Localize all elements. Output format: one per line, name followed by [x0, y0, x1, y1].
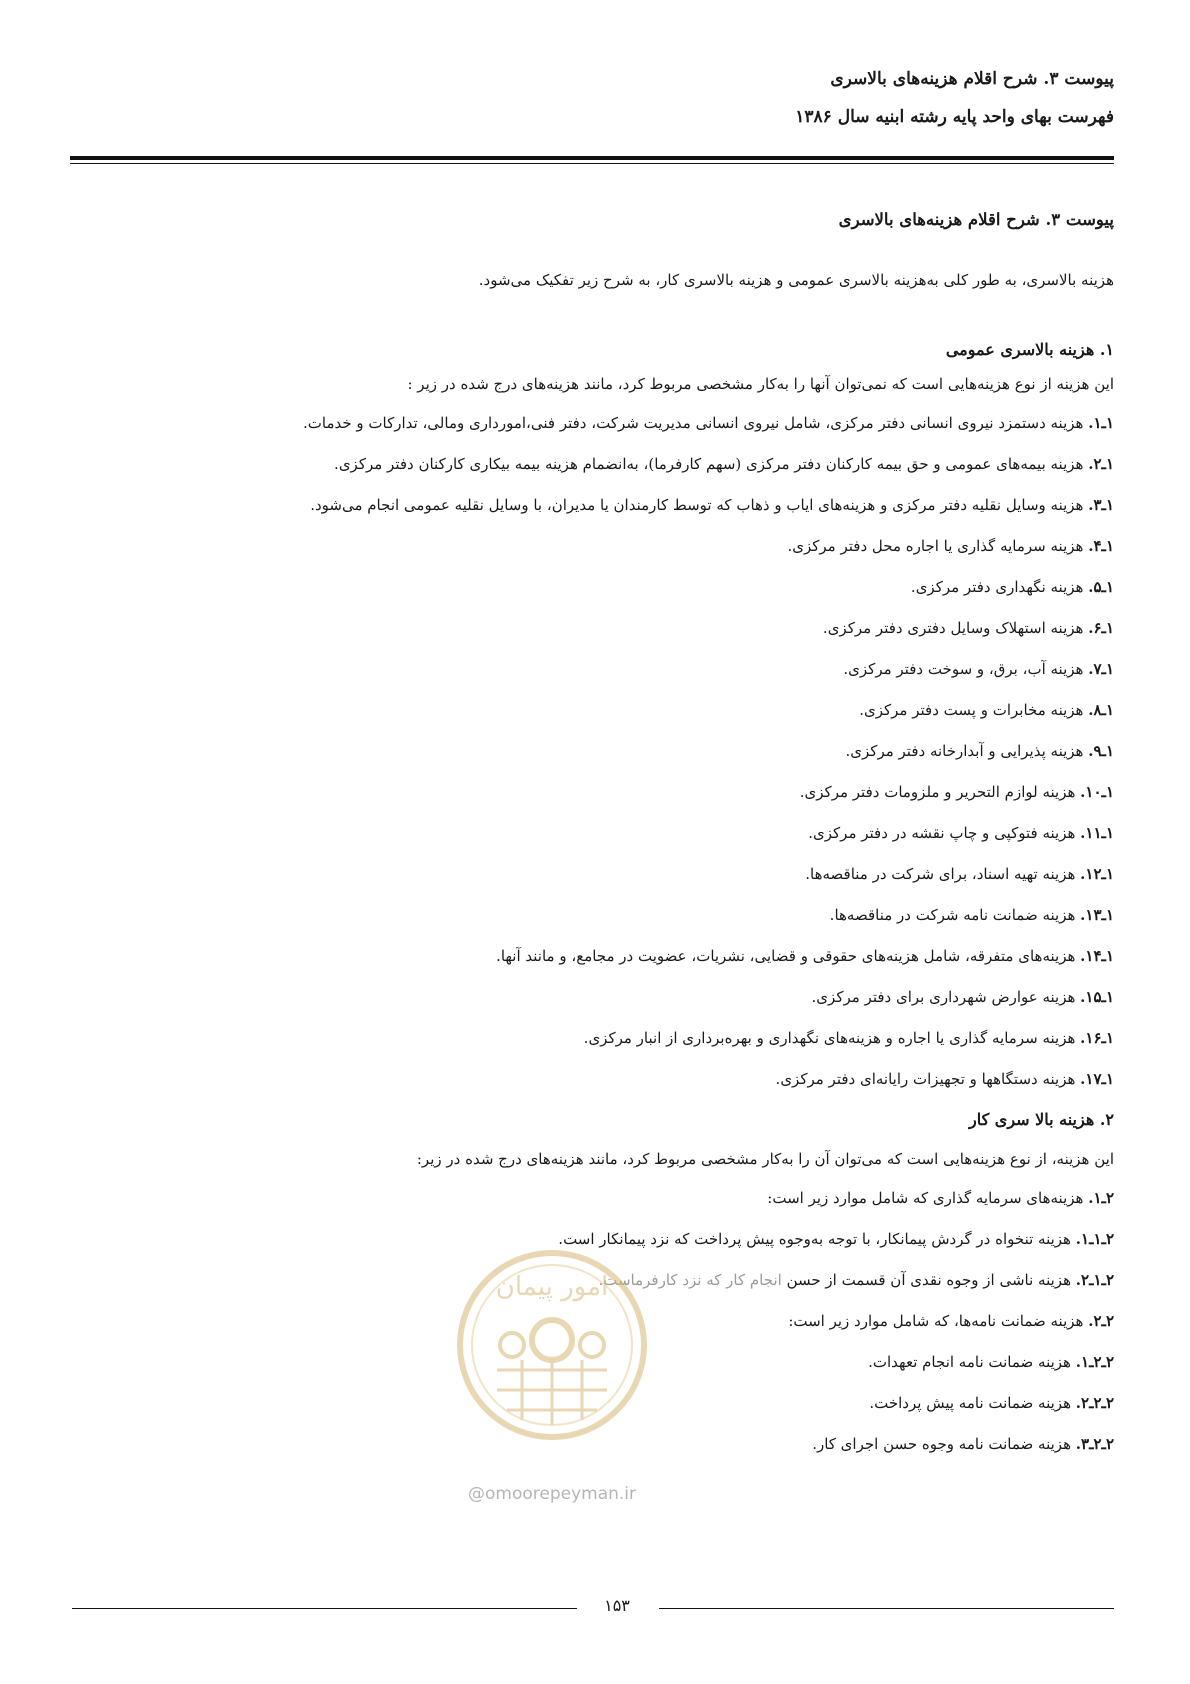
- item-text: هزینه ناشی از وجوه نقدی آن قسمت از حسن: [786, 1271, 1071, 1289]
- item-number: ۲ـ۱.: [1088, 1189, 1114, 1207]
- list-item: [64, 1342, 1114, 1383]
- project-overhead-heading: ۲. هزینه بالا سری کار: [969, 1110, 1114, 1129]
- page-number: ۱۵۳: [604, 1596, 630, 1615]
- item-number: ۱ـ۱۴.: [1080, 947, 1114, 965]
- header-subtitle: فهرست بهای واحد پایه رشته ابنیه سال ۱۳۸۶: [795, 107, 1114, 127]
- item-number: ۱ـ۷.: [1088, 660, 1114, 678]
- item-text: هزینه فتوکپی و چاپ نقشه در دفتر مرکزی.: [808, 824, 1076, 842]
- list-item: [64, 485, 1114, 526]
- header-rule-thick: [70, 156, 1114, 160]
- list-item: [64, 608, 1114, 649]
- item-text: هزینه سرمایه گذاری یا اجاره و هزینه‌های نگهداری و بهره‌برداری از انبار مرکزی.: [583, 1029, 1076, 1047]
- list-item: [64, 1301, 1114, 1342]
- item-number: ۱ـ۱۳.: [1080, 906, 1114, 924]
- project-overhead-description: این هزینه، از نوع هزینه‌هایی است که می‌توان آن را به‌کار مشخصی مربوط کرد، مانند هزینه‌های درج شده در زیر:: [416, 1150, 1114, 1168]
- item-text: هزینه مخابرات و پست دفتر مرکزی.: [859, 701, 1084, 719]
- list-item: [64, 731, 1114, 772]
- list-item: [64, 936, 1114, 977]
- footer-rule-left: [72, 1608, 577, 1609]
- list-item: [64, 1059, 1114, 1100]
- list-item: [64, 854, 1114, 895]
- list-item: [64, 444, 1114, 485]
- item-text: هزینه وسایل نقلیه دفتر مرکزی و هزینه‌های ایاب و ذهاب که توسط کارمندان یا مدیران، با وسایل نقلیه عمومی انجام می‌شود.: [310, 496, 1084, 514]
- general-overhead-description: این هزینه از نوع هزینه‌هایی است که نمی‌توان آنها را به‌کار مشخصی مربوط کرد، مانند هزینه‌های درج شده در زیر :: [407, 375, 1114, 393]
- item-text: هزینه دستگاهها و تجهیزات رایانه‌ای دفتر مرکزی.: [775, 1070, 1076, 1088]
- item-number: ۱ـ۱۰.: [1080, 783, 1114, 801]
- document-body: [64, 205, 1114, 1465]
- item-number: ۱ـ۱۷.: [1080, 1070, 1114, 1088]
- general-overhead-heading: ۱. هزینه بالاسری عمومی: [945, 340, 1114, 359]
- item-text: هزینه‌های متفرقه، شامل هزینه‌های حقوقی و قضایی، نشریات، عضویت در مجامع، و مانند آنها.: [496, 947, 1076, 965]
- general-overhead-list: [64, 403, 1114, 1100]
- item-text-faded: انجام کار که نزد کارفرماست.: [598, 1271, 787, 1289]
- item-number: ۲ـ۲ـ۲.: [1075, 1394, 1114, 1412]
- item-text: هزینه‌های سرمایه گذاری که شامل موارد زیر است:: [767, 1189, 1084, 1207]
- list-item: [64, 813, 1114, 854]
- footer-rule-right: [659, 1608, 1114, 1609]
- item-text: هزینه دستمزد نیروی انسانی دفتر مرکزی، شامل نیروی انسانی مدیریت شرکت، دفتر فنی،امورداری ومالی، تدارکات و خدمات.: [302, 414, 1084, 432]
- item-text: هزینه لوازم التحریر و ملزومات دفتر مرکزی.: [799, 783, 1076, 801]
- item-number: ۲ـ۱ـ۲.: [1075, 1271, 1114, 1289]
- item-number: ۱ـ۴.: [1088, 537, 1114, 555]
- item-text: هزینه ضمانت نامه وجوه حسن اجرای کار.: [812, 1435, 1071, 1453]
- intro-paragraph: هزینه بالاسری، به طور کلی به‌هزینه بالاسری عمومی و هزینه بالاسری کار، به شرح زیر تفکیک می‌شود.: [478, 271, 1114, 289]
- page-footer: [72, 1596, 1114, 1620]
- item-text: هزینه عوارض شهرداری برای دفتر مرکزی.: [811, 988, 1076, 1006]
- item-number: ۱ـ۱۶.: [1080, 1029, 1114, 1047]
- item-number: ۱ـ۳.: [1088, 496, 1114, 514]
- item-text: هزینه ضمانت نامه انجام تعهدات.: [868, 1353, 1071, 1371]
- item-text: هزینه تهیه اسناد، برای شرکت در مناقصه‌ها.: [805, 865, 1076, 883]
- page-header: [74, 60, 1114, 136]
- list-item: [64, 526, 1114, 567]
- header-rule-thin: [70, 163, 1114, 164]
- list-item: [64, 1260, 1114, 1301]
- item-number: ۱ـ۱۱.: [1080, 824, 1114, 842]
- item-number: ۲ـ۲ـ۳.: [1075, 1435, 1114, 1453]
- header-title: پیوست ۳. شرح اقلام هزینه‌های بالاسری: [830, 69, 1114, 89]
- watermark-url: @omoorepeyman.ir: [468, 1484, 637, 1504]
- item-text: هزینه نگهداری دفتر مرکزی.: [910, 578, 1084, 596]
- section-title: پیوست ۳. شرح اقلام هزینه‌های بالاسری: [838, 210, 1114, 229]
- list-item: [64, 403, 1114, 444]
- list-item: [64, 567, 1114, 608]
- item-number: ۱ـ۸.: [1088, 701, 1114, 719]
- item-text: هزینه پذیرایی و آبدارخانه دفتر مرکزی.: [845, 742, 1084, 760]
- list-item: [64, 649, 1114, 690]
- item-text: هزینه بیمه‌های عمومی و حق بیمه کارکنان دفتر مرکزی (سهم کارفرما)، به‌انضمام هزینه بیمه بیکاری کارکنان دفتر مرکزی.: [334, 455, 1084, 473]
- list-item: [64, 1018, 1114, 1059]
- list-item: [64, 690, 1114, 731]
- item-number: ۱ـ۱۲.: [1080, 865, 1114, 883]
- item-number: ۱ـ۵.: [1088, 578, 1114, 596]
- item-text: هزینه ضمانت نامه پیش پرداخت.: [869, 1394, 1071, 1412]
- list-item: [64, 977, 1114, 1018]
- item-number: ۱ـ۱.: [1088, 414, 1114, 432]
- list-item: [64, 1178, 1114, 1219]
- list-item: [64, 1383, 1114, 1424]
- item-number: ۱ـ۲.: [1088, 455, 1114, 473]
- project-overhead-list: [64, 1178, 1114, 1465]
- list-item: [64, 1219, 1114, 1260]
- item-text: هزینه ضمانت نامه شرکت در مناقصه‌ها.: [829, 906, 1076, 924]
- watermark-logo-text: امور پیمان: [495, 1272, 609, 1302]
- item-text: هزینه آب، برق، و سوخت دفتر مرکزی.: [843, 660, 1084, 678]
- item-text: هزینه سرمایه گذاری یا اجاره محل دفتر مرکزی.: [787, 537, 1084, 555]
- item-text: هزینه ضمانت نامه‌ها، که شامل موارد زیر است:: [788, 1312, 1084, 1330]
- item-text: هزینه تنخواه در گردش پیمانکار، با توجه به‌وجوه پیش پرداخت که نزد پیمانکار است.: [558, 1230, 1071, 1248]
- item-number: ۱ـ۶.: [1088, 619, 1114, 637]
- list-item: [64, 772, 1114, 813]
- item-number: ۲ـ۲ـ۱.: [1075, 1353, 1114, 1371]
- item-number: ۱ـ۹.: [1088, 742, 1114, 760]
- item-number: ۲ـ۲.: [1088, 1312, 1114, 1330]
- item-number: ۱ـ۱۵.: [1080, 988, 1114, 1006]
- list-item: [64, 1424, 1114, 1465]
- item-text: هزینه استهلاک وسایل دفتری دفتر مرکزی.: [822, 619, 1084, 637]
- list-item: [64, 895, 1114, 936]
- item-number: ۲ـ۱ـ۱.: [1075, 1230, 1114, 1248]
